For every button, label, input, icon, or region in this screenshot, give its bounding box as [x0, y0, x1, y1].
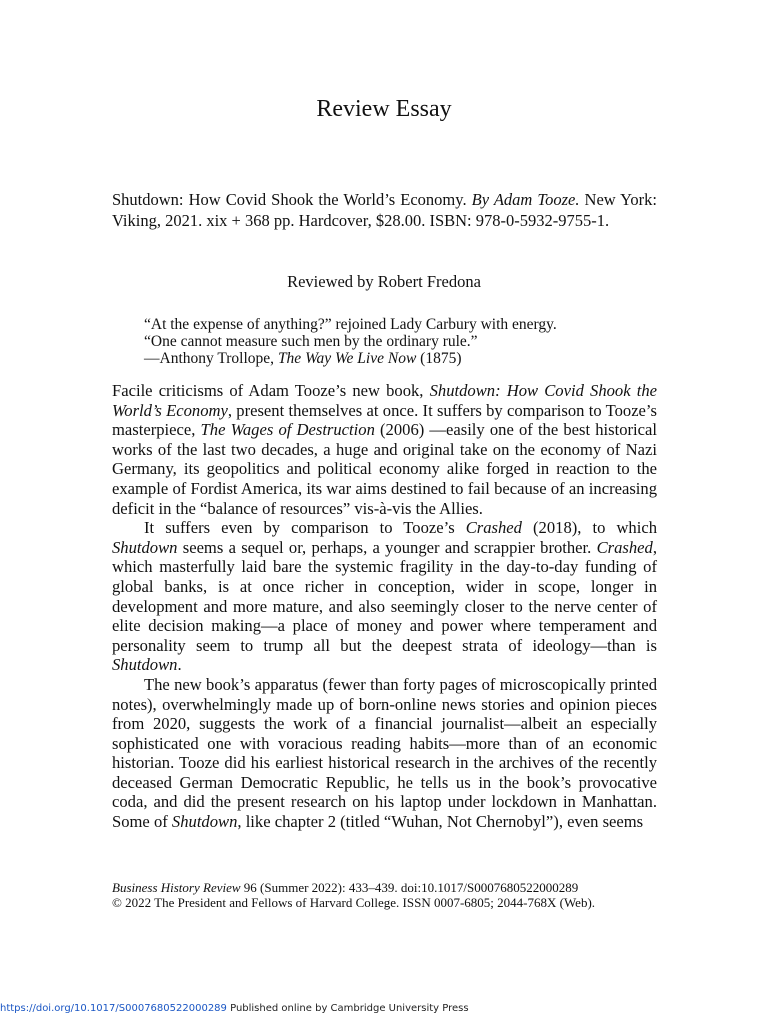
- published-online-text: Published online by Cambridge University Press: [226, 1003, 469, 1014]
- italic-title: Shutdown: [112, 655, 178, 675]
- text-run: (2006) —easily one of the best historical works of the last two decades, a huge and original take on the economy of Nazi Germany, its geopolitics and political economy alike forged in reaction to the example of Fordist America, its war aims destined to fail because of an increasing deficit in the “balance of resources” vis-à-vis the Allies.: [112, 420, 658, 518]
- epigraph-author: —Anthony Trollope,: [144, 350, 278, 367]
- text-run: Facile criticisms of Adam Tooze’s new book,: [112, 381, 430, 400]
- italic-title: Shutdown: [112, 537, 178, 557]
- journal-issue: 96 (Summer 2022): 433–439.: [240, 880, 401, 895]
- text-run: The new book’s apparatus (fewer than forty pages of microscopically printed notes), overwhelmingly made up of born-online news stories and opinion pieces from 2020, suggests the work of a financial journalist—albeit an especially sophisticated one with voracious reading habits—more than of an economic historian. Tooze did his earliest historical research in the archives of the recently deceased German Democratic Republic, he tells us in the book’s provocative coda, and did the present research on his laptop under lockdown in Manhattan. Some of: [112, 674, 657, 832]
- paragraph-3: [112, 675, 657, 832]
- epigraph-work: The Way We Live Now: [277, 350, 417, 367]
- journal-name: Business History Review: [112, 880, 241, 895]
- page-title: Review Essay: [316, 96, 452, 122]
- text-run: seems a sequel or, perhaps, a younger and scrappier brother.: [177, 537, 597, 557]
- italic-title: Shutdown: How Covid Shook the World’s Economy: [112, 381, 657, 420]
- copyright-line: © 2022 The President and Fellows of Harvard College. ISSN 0007-6805; 2044-768X (Web).: [112, 895, 596, 910]
- book-title: Shutdown: How Covid Shook the World’s Economy.: [112, 190, 467, 209]
- italic-title: Crashed: [596, 537, 653, 557]
- italic-title: Shutdown: [171, 812, 238, 832]
- text-run: , present themselves at once. It suffers by comparison to Tooze’s masterpiece,: [112, 400, 657, 440]
- text-run: (2018), to which: [521, 518, 657, 538]
- italic-title: The Wages of Destruction: [200, 420, 375, 440]
- journal-doi: doi:10.1017/S0007680522000289: [400, 880, 579, 895]
- reviewer-line: Reviewed by Robert Fredona: [287, 272, 481, 291]
- paragraph-2: [112, 518, 657, 675]
- text-run: , like chapter 2 (titled “Wuhan, Not Chernobyl”), even seems: [237, 812, 644, 832]
- book-details: New York: Viking, 2021. xix + 368 pp. Hardcover, $28.00. ISBN: 978-0-5932-9755-1.: [112, 190, 657, 230]
- text-run: , which masterfully laid bare the systemic fragility in the day-to-day funding of global banks, is at once richer in conception, wider in scope, longer in development and more mature, and also seemingly closer to the nerve center of elite decision making—a place of money and power where temperament and personality seem to trump all but the deepest strata of ideology—than is: [112, 537, 657, 655]
- book-citation: [112, 189, 657, 231]
- text-run: It suffers even by comparison to Tooze’s: [144, 518, 466, 538]
- publisher-bar: [0, 1003, 768, 1015]
- journal-citation: [112, 880, 672, 895]
- article-body: [112, 381, 657, 832]
- paragraph-1: [112, 381, 657, 518]
- epigraph: [144, 316, 684, 367]
- epigraph-line-1: “At the expense of anything?” rejoined Lady Carbury with energy.: [144, 316, 557, 333]
- doi-link[interactable]: https://doi.org/10.1017/S0007680522000289: [0, 1003, 227, 1014]
- italic-title: Crashed: [465, 518, 522, 538]
- text-run: .: [177, 655, 182, 675]
- epigraph-attribution: [144, 350, 684, 367]
- epigraph-year: (1875): [416, 350, 462, 367]
- epigraph-line-2: “One cannot measure such men by the ordinary rule.”: [144, 333, 478, 350]
- journal-footer: [112, 880, 672, 910]
- book-author: By Adam Tooze.: [471, 190, 580, 209]
